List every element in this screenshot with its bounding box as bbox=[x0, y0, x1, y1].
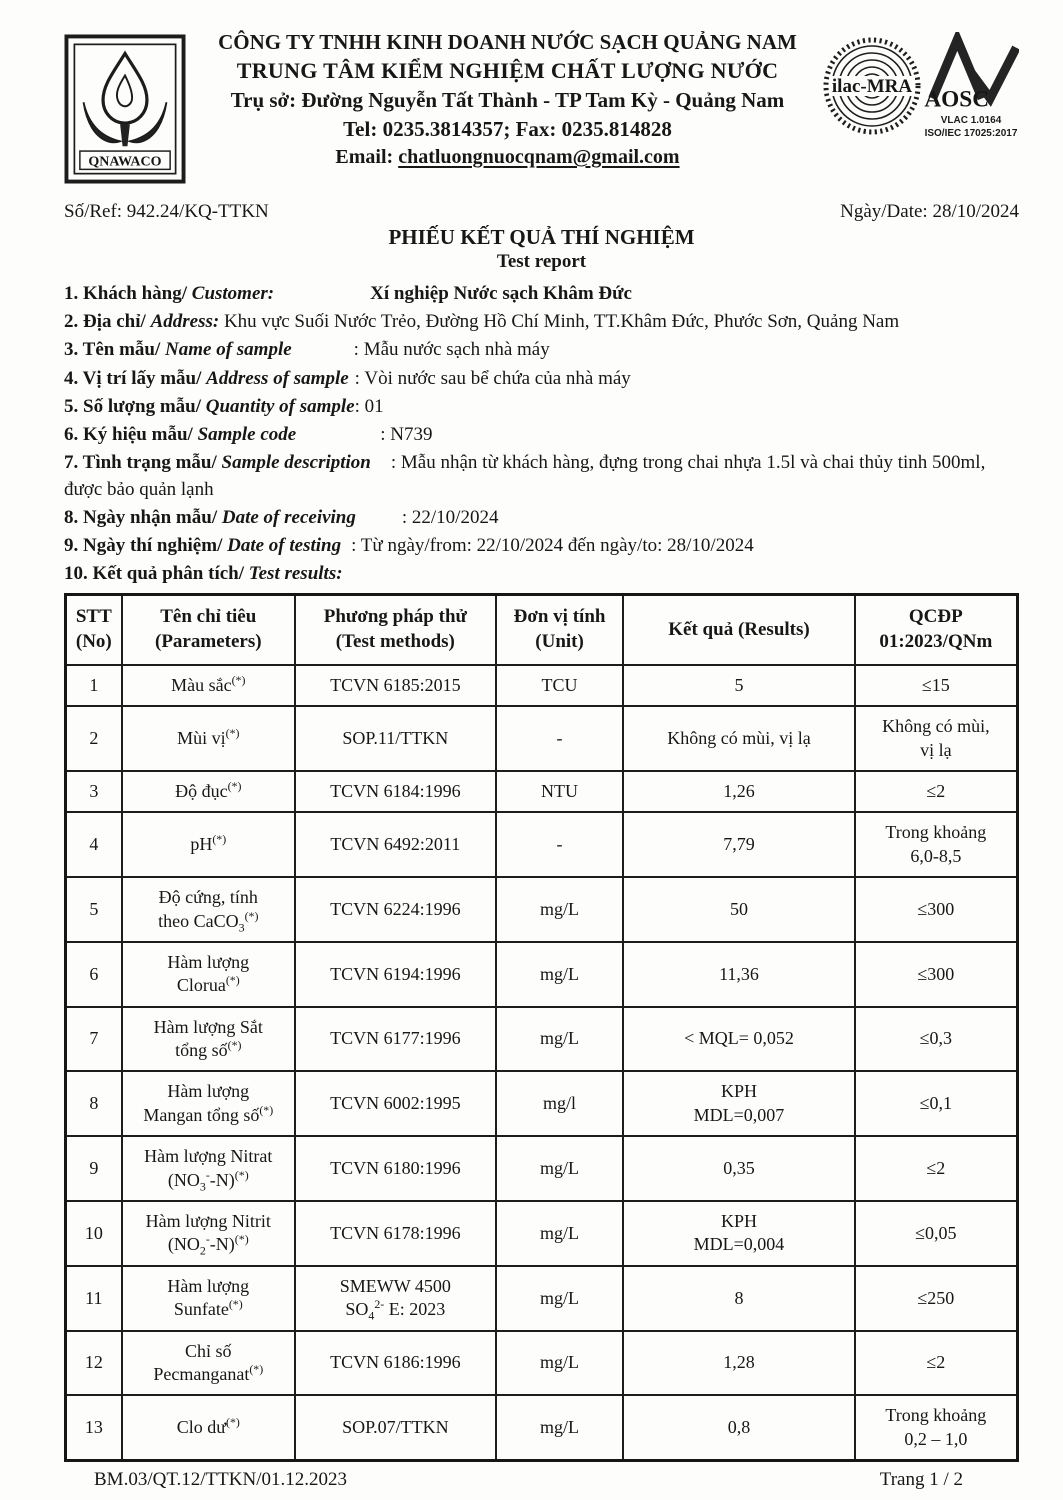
table-row bbox=[66, 942, 1018, 1007]
cell-method: TCVN 6194:1996 bbox=[295, 942, 496, 1007]
cell-result: 1,28 bbox=[623, 1331, 854, 1396]
info-value: : 22/10/2024 bbox=[401, 506, 499, 528]
email-line bbox=[196, 146, 819, 169]
vlac-number: VLAC 1.0164 bbox=[940, 115, 1002, 126]
cell-limit: Trong khoảng 0,2 – 1,0 bbox=[855, 1395, 1018, 1460]
cell-result: 11,36 bbox=[623, 942, 854, 1007]
cell-method: TCVN 6002:1995 bbox=[295, 1071, 496, 1136]
cell-no: 3 bbox=[66, 771, 122, 812]
report-title: PHIẾU KẾT QUẢ THÍ NGHIỆM bbox=[388, 225, 695, 249]
cell-result: KPH MDL=0,007 bbox=[623, 1071, 854, 1136]
info-label-en: Quantity of sample bbox=[205, 395, 355, 417]
results-table-body bbox=[66, 665, 1018, 1461]
cell-method: SMEWW 4500 $SO_4^{2-}$ E: 2023 bbox=[295, 1266, 496, 1331]
cell-parameter: Hàm lượng Sunfate(*) bbox=[122, 1266, 295, 1331]
page-number: Trang 1 / 2 bbox=[879, 1469, 963, 1491]
sample-info bbox=[64, 281, 1019, 587]
table-row bbox=[66, 1331, 1018, 1396]
cell-no: 9 bbox=[66, 1136, 122, 1201]
info-label: 9. Ngày thí nghiệm/ bbox=[64, 534, 228, 556]
cell-limit: ≤300 bbox=[855, 877, 1018, 942]
col-header-limit: QCĐP 01:2023/QNm bbox=[855, 595, 1018, 665]
letterhead-text bbox=[192, 28, 823, 169]
cell-parameter: Clo dư(*) bbox=[122, 1395, 295, 1460]
table-row bbox=[66, 1136, 1018, 1201]
cell-limit: ≤300 bbox=[855, 942, 1018, 1007]
qnawaco-logo-text: QNAWACO bbox=[88, 154, 162, 170]
cell-unit: - bbox=[496, 812, 624, 877]
info-value: Xí nghiệp Nước sạch Khâm Đức bbox=[370, 283, 632, 304]
table-row bbox=[66, 771, 1018, 812]
cell-no: 5 bbox=[66, 877, 122, 942]
info-label: 1. Khách hàng/ bbox=[64, 283, 192, 304]
cell-method: TCVN 6224:1996 bbox=[295, 877, 496, 942]
info-label: 8. Ngày nhận mẫu/ bbox=[64, 506, 222, 528]
cell-method: TCVN 6177:1996 bbox=[295, 1007, 496, 1072]
cell-method: SOP.11/TTKN bbox=[295, 706, 496, 771]
cell-parameter: Mùi vị(*) bbox=[122, 706, 295, 771]
table-row bbox=[66, 706, 1018, 771]
cell-parameter: Độ cứng, tính theo CaCO$_3$(*) bbox=[122, 877, 295, 942]
info-label: 7. Tình trạng mẫu/ bbox=[64, 452, 222, 474]
col-header-parameters: Tên chỉ tiêu (Parameters) bbox=[122, 595, 295, 665]
info-value: Khu vực Suối Nước Trẻo, Đường Hồ Chí Minh, TT.Khâm Đức, Phước Sơn, Quảng Nam bbox=[219, 311, 900, 333]
info-label-en: Date of testing bbox=[227, 534, 342, 556]
info-value: : N739 bbox=[380, 424, 433, 446]
info-label-en: Date of receiving bbox=[221, 506, 356, 528]
ilac-mra-text: ilac-MRA bbox=[831, 76, 913, 97]
table-row bbox=[66, 1007, 1018, 1072]
info-test-results-heading bbox=[64, 561, 1019, 587]
aosc-text: AOSC bbox=[924, 86, 990, 110]
info-label-en: Address of sample bbox=[206, 367, 349, 389]
info-label-en: Address: bbox=[150, 311, 220, 333]
info-label: 5. Số lượng mẫu/ bbox=[64, 395, 206, 417]
letterhead bbox=[64, 28, 1019, 189]
info-sample-name bbox=[64, 337, 1019, 363]
table-row bbox=[66, 1071, 1018, 1136]
cell-no: 1 bbox=[66, 665, 122, 706]
ilac-mra-stamp-icon bbox=[823, 32, 921, 144]
table-row bbox=[66, 665, 1018, 706]
cell-limit: ≤0,3 bbox=[855, 1007, 1018, 1072]
water-drop-hands-icon bbox=[64, 34, 186, 184]
info-value: : 01 bbox=[354, 395, 384, 417]
qnawaco-logo bbox=[64, 34, 192, 189]
cell-no: 6 bbox=[66, 942, 122, 1007]
table-row bbox=[66, 877, 1018, 942]
aosc-logo bbox=[923, 32, 1019, 140]
email-link[interactable]: chatluongnuocqnam@gmail.com bbox=[398, 146, 680, 168]
info-date-receiving bbox=[64, 505, 1019, 531]
results-table bbox=[64, 593, 1019, 1462]
cell-parameter: Hàm lượng Nitrit $(NO_2^--N)^{(*)}$ bbox=[122, 1201, 295, 1266]
cell-unit: mg/L bbox=[496, 877, 624, 942]
cell-no: 7 bbox=[66, 1007, 122, 1072]
cell-result: 8 bbox=[623, 1266, 854, 1331]
cell-parameter: Hàm lượng Clorua(*) bbox=[122, 942, 295, 1007]
page-footer bbox=[64, 1469, 1019, 1491]
table-row bbox=[66, 1395, 1018, 1460]
info-sample-description bbox=[64, 450, 1019, 502]
cell-unit: mg/L bbox=[496, 1136, 624, 1201]
col-header-unit: Đơn vị tính (Unit) bbox=[496, 595, 624, 665]
cell-unit: mg/L bbox=[496, 1331, 624, 1396]
cell-unit: TCU bbox=[496, 665, 624, 706]
info-label-en: Sample code bbox=[197, 424, 297, 446]
report-subtitle: Test report bbox=[496, 251, 587, 272]
cell-no: 8 bbox=[66, 1071, 122, 1136]
info-label-en: Test results: bbox=[248, 563, 343, 585]
col-header-test-methods: Phương pháp thử (Test methods) bbox=[295, 595, 496, 665]
table-row bbox=[66, 812, 1018, 877]
cell-unit: mg/L bbox=[496, 942, 624, 1007]
accreditation-stamps bbox=[823, 32, 1019, 144]
cell-unit: mg/L bbox=[496, 1395, 624, 1460]
cell-method: TCVN 6492:2011 bbox=[295, 812, 496, 877]
info-label-en: Customer: bbox=[191, 283, 275, 304]
cell-result: KPH MDL=0,004 bbox=[623, 1201, 854, 1266]
cell-no: 13 bbox=[66, 1395, 122, 1460]
email-label: Email: bbox=[335, 146, 399, 168]
center-name: TRUNG TÂM KIỂM NGHIỆM CHẤT LƯỢNG NƯỚC bbox=[236, 58, 779, 83]
cell-method: SOP.07/TTKN bbox=[295, 1395, 496, 1460]
cell-limit: Không có mùi, vị lạ bbox=[855, 706, 1018, 771]
info-sample-code bbox=[64, 422, 1019, 448]
aosc-mark-icon bbox=[923, 32, 1019, 110]
cell-no: 2 bbox=[66, 706, 122, 771]
info-value: : Vòi nước sau bể chứa của nhà máy bbox=[354, 367, 631, 389]
cell-limit: ≤2 bbox=[855, 771, 1018, 812]
cell-no: 11 bbox=[66, 1266, 122, 1331]
table-row bbox=[66, 1266, 1018, 1331]
cell-result: 0,8 bbox=[623, 1395, 854, 1460]
cell-result: 5 bbox=[623, 665, 854, 706]
info-label: 6. Ký hiệu mẫu/ bbox=[64, 424, 198, 446]
info-sample-quantity bbox=[64, 394, 1019, 420]
cell-unit: NTU bbox=[496, 771, 624, 812]
cell-parameter: Hàm lượng Nitrat $(NO_3^--N)^{(*)}$ bbox=[122, 1136, 295, 1201]
cell-result: 1,26 bbox=[623, 771, 854, 812]
cell-limit: ≤15 bbox=[855, 665, 1018, 706]
info-value: : Mẫu nhận từ khách hàng, đựng trong chai nhựa 1.5l và chai thủy tinh 500ml, được bảo quản lạnh bbox=[64, 452, 986, 500]
col-header-results: Kết quả (Results) bbox=[623, 595, 854, 665]
info-label: 3. Tên mẫu/ bbox=[64, 339, 166, 361]
cell-parameter: Hàm lượng Sắt tổng số(*) bbox=[122, 1007, 295, 1072]
cell-result: 50 bbox=[623, 877, 854, 942]
cell-parameter: Chỉ số Pecmanganat(*) bbox=[122, 1331, 295, 1396]
cell-no: 4 bbox=[66, 812, 122, 877]
tel-fax-line: Tel: 0235.3814357; Fax: 0235.814828 bbox=[343, 117, 672, 141]
cell-parameter: pH(*) bbox=[122, 812, 295, 877]
cell-limit: ≤0,05 bbox=[855, 1201, 1018, 1266]
ref-number: Số/Ref: 942.24/KQ-TTKN bbox=[64, 201, 269, 222]
cell-parameter: Độ đục(*) bbox=[122, 771, 295, 812]
cell-limit: ≤250 bbox=[855, 1266, 1018, 1331]
cell-result: Không có mùi, vị lạ bbox=[623, 706, 854, 771]
cell-method: TCVN 6178:1996 bbox=[295, 1201, 496, 1266]
info-date-testing bbox=[64, 533, 1019, 559]
info-label-en: Sample description bbox=[221, 452, 371, 474]
info-value: : Mẫu nước sạch nhà máy bbox=[353, 339, 550, 361]
cell-unit: mg/l bbox=[496, 1071, 624, 1136]
cell-method: TCVN 6186:1996 bbox=[295, 1331, 496, 1396]
table-header-row bbox=[66, 595, 1018, 665]
cell-result: 7,79 bbox=[623, 812, 854, 877]
form-code: BM.03/QT.12/TTKN/01.12.2023 bbox=[94, 1469, 347, 1491]
info-sample-address bbox=[64, 366, 1019, 392]
ref-date-row bbox=[64, 201, 1019, 223]
cell-limit: Trong khoảng 6,0-8,5 bbox=[855, 812, 1018, 877]
iso-standard: ISO/IEC 17025:2017 bbox=[924, 127, 1018, 139]
cell-no: 12 bbox=[66, 1331, 122, 1396]
info-label: 10. Kết quả phân tích/ bbox=[64, 563, 249, 585]
cell-unit: mg/L bbox=[496, 1201, 624, 1266]
company-name: CÔNG TY TNHH KINH DOANH NƯỚC SẠCH QUẢNG NAM bbox=[218, 30, 797, 54]
cell-parameter: Màu sắc(*) bbox=[122, 665, 295, 706]
report-date: Ngày/Date: 28/10/2024 bbox=[840, 201, 1019, 222]
cell-method: TCVN 6184:1996 bbox=[295, 771, 496, 812]
cell-limit: ≤2 bbox=[855, 1136, 1018, 1201]
cell-unit: - bbox=[496, 706, 624, 771]
cell-method: TCVN 6180:1996 bbox=[295, 1136, 496, 1201]
cell-parameter: Hàm lượng Mangan tổng số(*) bbox=[122, 1071, 295, 1136]
cell-unit: mg/L bbox=[496, 1266, 624, 1331]
table-row bbox=[66, 1201, 1018, 1266]
info-customer bbox=[64, 281, 1019, 307]
cell-limit: ≤0,1 bbox=[855, 1071, 1018, 1136]
cell-limit: ≤2 bbox=[855, 1331, 1018, 1396]
cell-method: TCVN 6185:2015 bbox=[295, 665, 496, 706]
info-label: 2. Địa chỉ/ bbox=[64, 311, 151, 333]
info-value: : Từ ngày/from: 22/10/2024 đến ngày/to: 28/10/2024 bbox=[351, 534, 754, 556]
cell-result: < MQL= 0,052 bbox=[623, 1007, 854, 1072]
cell-result: 0,35 bbox=[623, 1136, 854, 1201]
cell-no: 10 bbox=[66, 1201, 122, 1266]
head-office-address: Trụ sở: Đường Nguyễn Tất Thành - TP Tam Kỳ - Quảng Nam bbox=[230, 88, 785, 112]
info-label: 4. Vị trí lấy mẫu/ bbox=[64, 367, 207, 389]
info-label-en: Name of sample bbox=[165, 339, 292, 361]
info-address bbox=[64, 309, 1019, 335]
cell-unit: mg/L bbox=[496, 1007, 624, 1072]
col-header-no: STT (No) bbox=[66, 595, 122, 665]
